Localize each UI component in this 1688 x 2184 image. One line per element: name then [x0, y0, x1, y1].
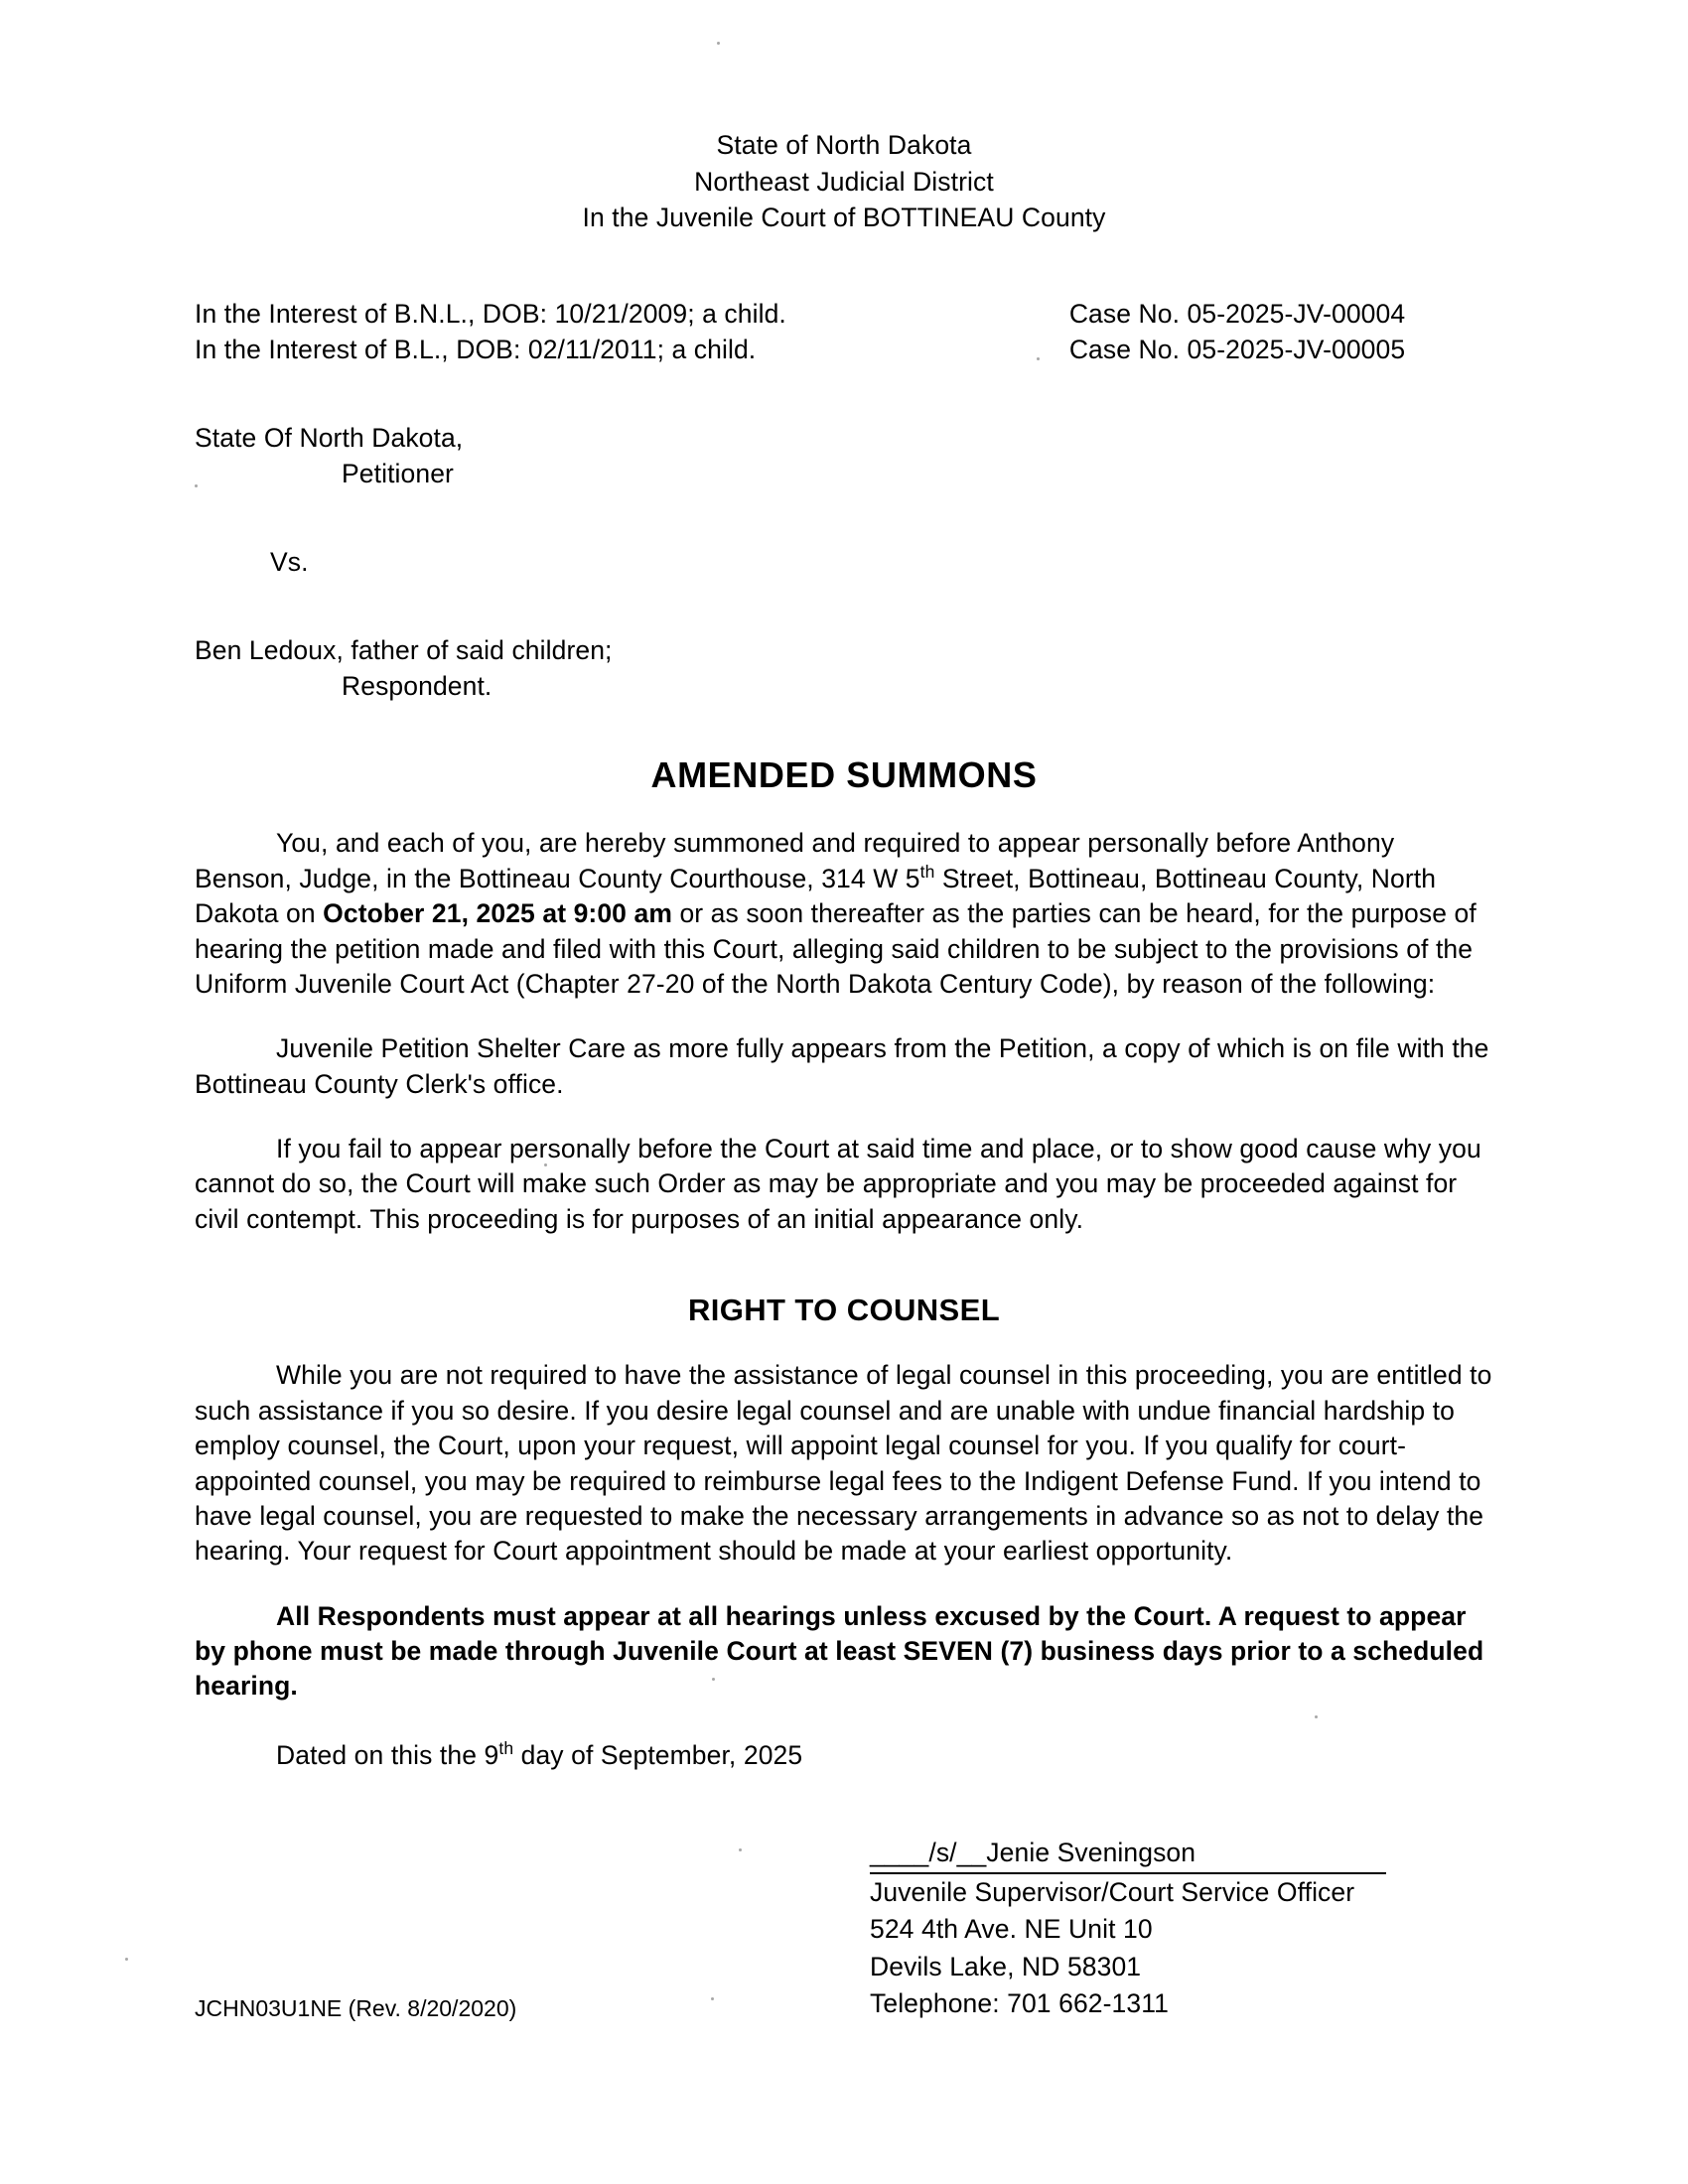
petitioner-block	[195, 420, 1493, 492]
scan-speck	[125, 1958, 128, 1961]
document-body	[195, 0, 1493, 2022]
respondent-name: Ben Ledoux, father of said children;	[195, 634, 613, 665]
interest-line-1: In the Interest of B.N.L., DOB: 10/21/2009; a child.	[195, 298, 786, 329]
case-number-2: Case No. 05-2025-JV-00005	[1068, 335, 1406, 365]
summons-paragraph-1	[195, 826, 1493, 1002]
section-title-right-to-counsel: RIGHT TO COUNSEL	[687, 1293, 1001, 1328]
dated-prefix: Dated on this the 9	[276, 1739, 499, 1770]
header-court: In the Juvenile Court of BOTTINEAU County	[582, 203, 1106, 233]
respondent-block	[195, 632, 1493, 705]
summons-p1-segment-3: or as soon thereafter as the parties can be heard, for the purpose of hearing the petition made and filed with this Court, alleging said children to be subject to the provisions of the Uniform Juvenile Court Act (Chapter 27-20 of the North Dakota Century Code), by reason of the following:	[195, 898, 1477, 999]
signature-block	[195, 1835, 1493, 2021]
ordinal-suffix-day: th	[498, 1738, 514, 1759]
versus-block	[195, 544, 1493, 581]
caption-interest-lines	[195, 296, 948, 368]
versus-label: Vs.	[270, 546, 309, 577]
signer-address-line-2: Devils Lake, ND 58301	[870, 1951, 1142, 1981]
case-caption	[195, 296, 1493, 368]
signature-line: ____/s/__Jenie Sveningson	[870, 1835, 1386, 1874]
header-state: State of North Dakota	[716, 130, 972, 160]
form-code-footer: JCHN03U1NE (Rev. 8/20/2020)	[195, 1995, 517, 2021]
page-title: AMENDED SUMMONS	[650, 753, 1038, 795]
summons-paragraph-2: Juvenile Petition Shelter Care as more fully appears from the Petition, a copy of which is on file with the Bottineau County Clerk's office.	[195, 1033, 1489, 1099]
header-district: Northeast Judicial District	[694, 166, 994, 197]
signer-address-line-1: 524 4th Ave. NE Unit 10	[870, 1914, 1153, 1945]
summons-p1-segment-1: You, and each of you, are hereby summoned and required to appear personally before Anthony Benson, Judge, in the Bottineau County Courthouse, 314 W 5	[195, 828, 1395, 893]
right-to-counsel-paragraph-2: All Respondents must appear at all hearings unless excused by the Court. A request to appear by phone must be made through Juvenile Court at least SEVEN (7) business days prior to a scheduled hearing.	[195, 1600, 1484, 1702]
dated-line	[195, 1738, 1493, 1773]
hearing-datetime: October 21, 2025 at 9:00 am	[323, 898, 672, 929]
respondent-label: Respondent.	[342, 671, 492, 702]
signer-title: Juvenile Supervisor/Court Service Officer	[870, 1877, 1355, 1908]
petitioner-name: State Of North Dakota,	[195, 422, 464, 453]
right-to-counsel-paragraph-1: While you are not required to have the assistance of legal counsel in this proceeding, you are entitled to such assistance if you so desire. If you desire legal counsel and are unable with undue financial hardship to employ counsel, the Court, upon your request, will appoint legal counsel for you. If you qualify for court-appointed counsel, you may be required to reimburse legal fees to the Indigent Defense Fund. If you intend to have legal counsel, you are requested to make the necessary arrangements in advance so as not to delay the hearing. Your request for Court appointment should be made at your earliest opportunity.	[195, 1360, 1492, 1567]
dated-suffix: day of September, 2025	[513, 1739, 803, 1770]
interest-line-2: In the Interest of B.L., DOB: 02/11/2011; a child.	[195, 335, 757, 365]
signer-telephone: Telephone: 701 662-1311	[870, 1987, 1169, 2018]
court-header	[195, 127, 1493, 236]
summons-p1-segment-2: Street, Bottineau, Bottineau County, North Dakota on	[195, 863, 1437, 929]
caption-case-numbers	[974, 296, 1493, 368]
ordinal-suffix-street: th	[919, 861, 935, 882]
petitioner-label: Petitioner	[342, 459, 454, 489]
summons-paragraph-3: If you fail to appear personally before the Court at said time and place, or to show good cause why you cannot do so, the Court will make such Order as may be appropriate and you may be proceeded against for civil contempt. This proceeding is for purposes of an initial appearance only.	[195, 1134, 1481, 1234]
case-number-1: Case No. 05-2025-JV-00004	[1068, 298, 1406, 329]
